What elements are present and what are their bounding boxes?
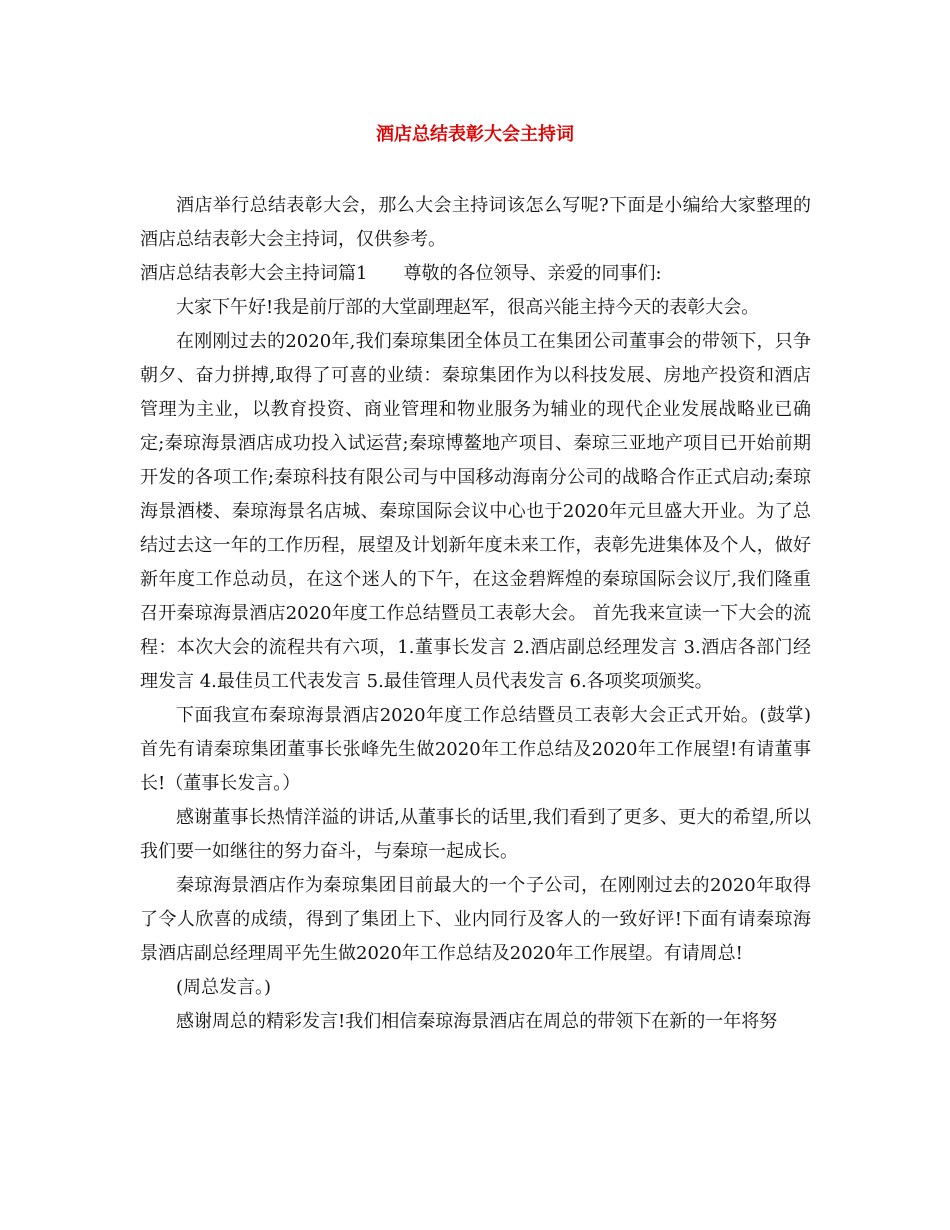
section-heading: 酒店总结表彰大会主持词篇1 xyxy=(140,263,368,284)
document-title: 酒店总结表彰大会主持词 xyxy=(376,124,574,145)
hotel-intro-paragraph: 秦琼海景酒店作为秦琼集团目前最大的一个子公司，在刚刚过去的2020年取得了令人欣喜的成绩，得到了集团上下、业内同行及客人的一致好评!下面有请秦琼海景酒店副总经理周平先生做2020年工作总结及2020年工作展望。有请周总! xyxy=(140,875,811,964)
section-heading-line xyxy=(140,257,811,291)
intro-paragraph: 酒店举行总结表彰大会，那么大会主持词该怎么写呢?下面是小编给大家整理的酒店总结表彰大会主持词，仅供参考。 xyxy=(140,195,811,250)
review-paragraph: 在刚刚过去的2020年,我们秦琼集团全体员工在集团公司董事会的带领下，只争朝夕、奋力拼搏,取得了可喜的业绩：秦琼集团作为以科技发展、房地产投资和酒店管理为主业，以教育投资、商业管理和物业服务为辅业的现代企业发展战略业已确定;秦琼海景酒店成功投入试运营;秦琼博鳌地产项目、秦琼三亚地产项目已开始前期开发的各项工作;秦琼科技有限公司与中国移动海南分公司的战略合作正式启动;秦琼海景酒楼、秦琼海景名店城、秦琼国际会议中心也于2020年元旦盛大开业。为了总结过去这一年的工作历程，展望及计划新年度未来工作，表彰先进集体及个人，做好新年度工作总动员，在这个迷人的下午，在这金碧辉煌的秦琼国际会议厅,我们隆重召开秦琼海景酒店2020年度工作总结暨员工表彰大会。 首先我来宣读一下大会的流程：本次大会的流程共有六项，1.董事长发言 2.酒店副总经理发言 3.酒店各部门经理发言 4.最佳员工代表发言 5.最佳管理人员代表发言 6.各项奖项颁奖。 xyxy=(140,331,811,692)
greeting-paragraph: 大家下午好!我是前厅部的大堂副理赵军，很高兴能主持今天的表彰大会。 xyxy=(176,297,760,318)
speech-note-paragraph: (周总发言。) xyxy=(176,977,272,998)
document-body xyxy=(140,189,811,1039)
opening-paragraph: 下面我宣布秦琼海景酒店2020年度工作总结暨员工表彰大会正式开始。(鼓掌)首先有请秦琼集团董事长张峰先生做2020年工作总结及2020年工作展望!有请董事长!（董事长发言。） xyxy=(140,705,811,794)
thanks-manager-paragraph: 感谢周总的精彩发言!我们相信秦琼海景酒店在周总的带领下在新的一年将努 xyxy=(176,1011,778,1032)
thanks-chairman-paragraph: 感谢董事长热情洋溢的讲话,从董事长的话里,我们看到了更多、更大的希望,所以我们要一如继往的努力奋斗，与秦琼一起成长。 xyxy=(140,807,811,862)
salutation: 尊敬的各位领导、亲爱的同事们: xyxy=(403,263,662,284)
